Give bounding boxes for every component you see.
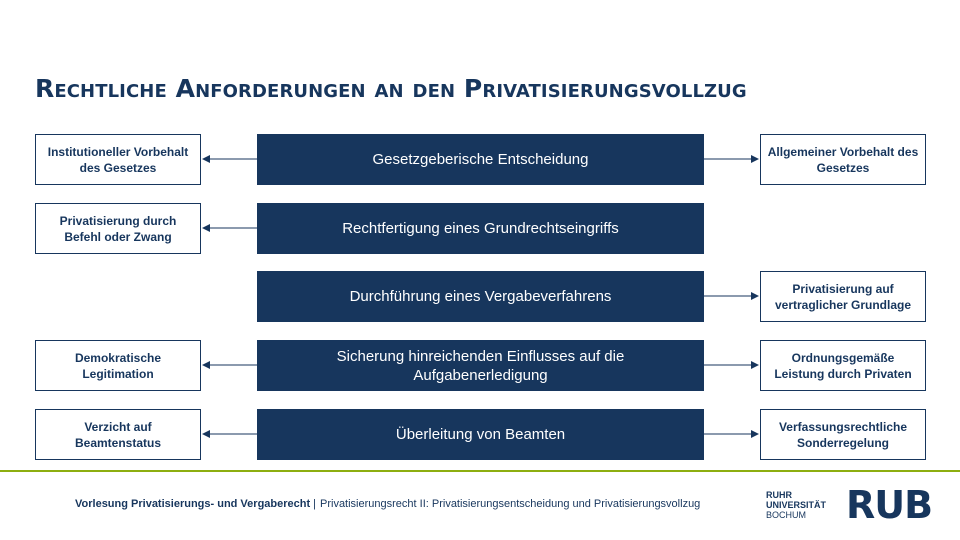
university-line1: RUHR xyxy=(766,490,792,500)
right-box-vertragliche-grundlage: Privatisierung auf vertraglicher Grundlage xyxy=(760,271,926,322)
footer-separator: | xyxy=(313,498,316,510)
left-box-demokratische-legitimation: Demokratische Legitimation xyxy=(35,340,201,391)
footer-topic: Privatisierungsrecht II: Privatisierungsentscheidung und Privatisierungsvollzug xyxy=(320,498,701,510)
right-box-verfassungsrechtliche-sonderregelung: Verfassungsrechtliche Sonderregelung xyxy=(760,409,926,460)
university-line2: UNIVERSITÄT xyxy=(766,500,827,510)
university-name xyxy=(766,490,826,520)
right-box-allgemeiner-vorbehalt: Allgemeiner Vorbehalt des Gesetzes xyxy=(760,134,926,185)
rub-logo: RUB xyxy=(846,483,933,527)
right-box-ordnungsgemaesse-leistung: Ordnungsgemäße Leistung durch Privaten xyxy=(760,340,926,391)
footer-divider xyxy=(0,470,960,472)
footer-course: Vorlesung Privatisierungs- und Vergaberecht xyxy=(75,498,311,510)
left-box-befehl-oder-zwang: Privatisierung durch Befehl oder Zwang xyxy=(35,203,201,254)
center-box-ueberleitung-beamten: Überleitung von Beamten xyxy=(257,409,704,460)
center-box-einfluss-aufgabenerledigung: Sicherung hinreichenden Einflusses auf die Aufgabenerledigung xyxy=(257,340,704,391)
center-box-grundrechtseingriff: Rechtfertigung eines Grundrechtseingriffs xyxy=(257,203,704,254)
footer xyxy=(75,498,700,510)
center-box-vergabeverfahren: Durchführung eines Vergabeverfahrens xyxy=(257,271,704,322)
slide-title: Rechtliche Anforderungen an den Privatisierungsvollzug xyxy=(35,74,747,103)
left-box-institutioneller-vorbehalt: Institutioneller Vorbehalt des Gesetzes xyxy=(35,134,201,185)
university-line3: BOCHUM xyxy=(766,510,806,520)
left-box-verzicht-beamtenstatus: Verzicht auf Beamtenstatus xyxy=(35,409,201,460)
center-box-gesetzgeberische-entscheidung: Gesetzgeberische Entscheidung xyxy=(257,134,704,185)
